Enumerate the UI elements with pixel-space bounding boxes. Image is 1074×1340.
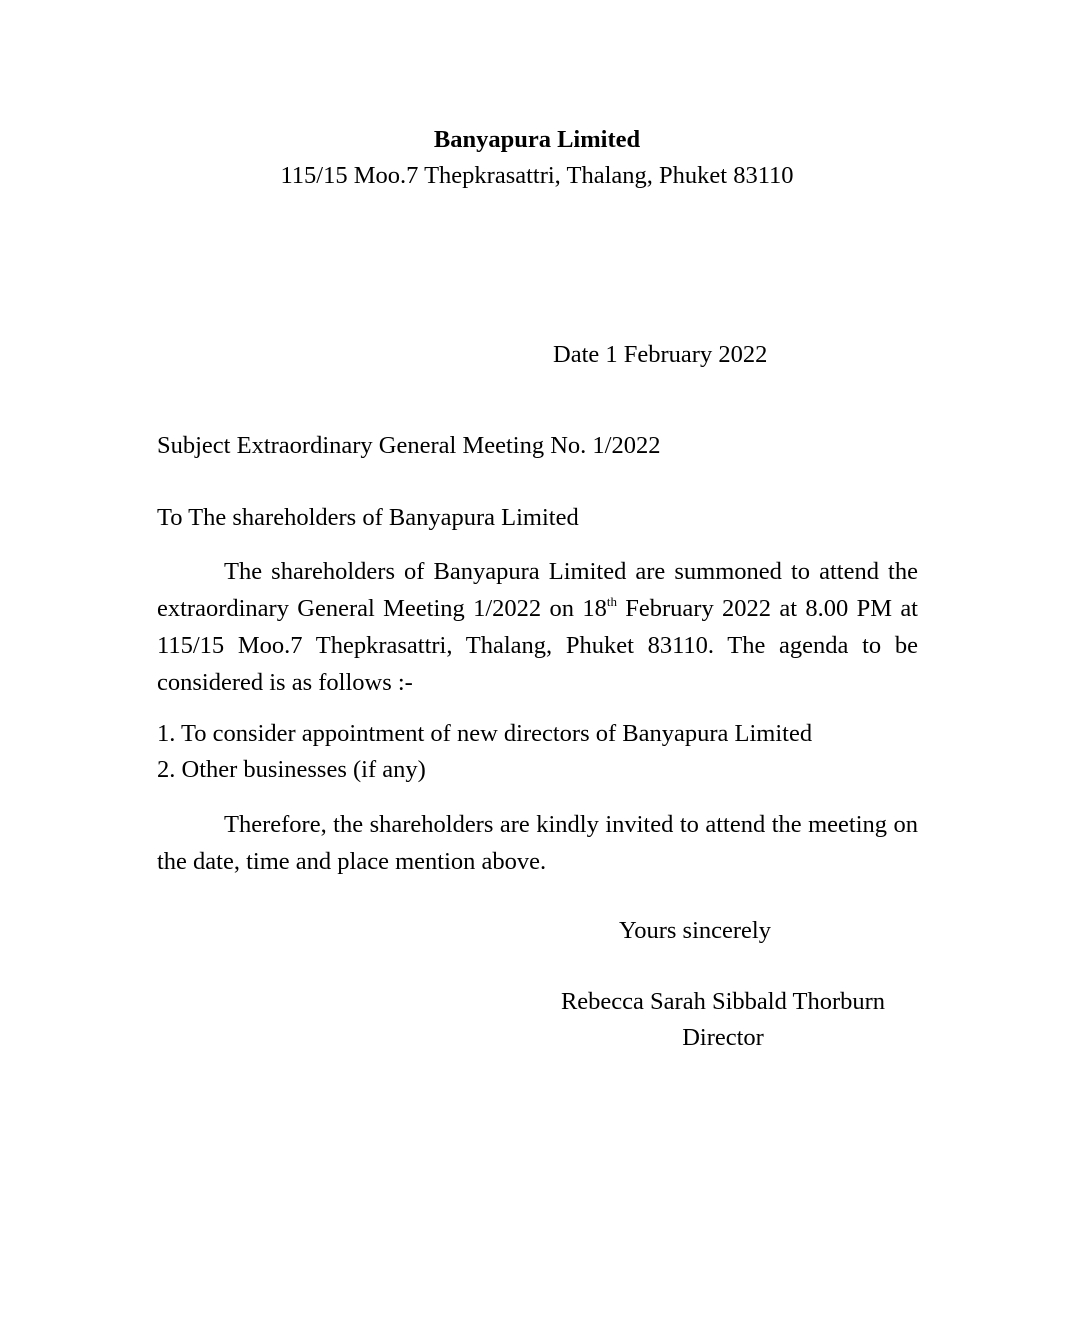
body-paragraph-invitation (157, 553, 918, 701)
signatory-name: Rebecca Sarah Sibbald Thorburn (560, 988, 886, 1015)
ordinal-suffix: th (606, 594, 617, 609)
paragraph-text-start: The shareholders of Banyapura Limited are summoned to attend the extraordinary General Meeting 1/2022 on 18 (157, 558, 918, 622)
letter-salutation: To The shareholders of Banyapura Limited (157, 504, 579, 531)
letter-subject: Subject Extraordinary General Meeting No. 1/2022 (157, 432, 661, 459)
paragraph-text: Therefore, the shareholders are kindly invited to attend the meeting on the date, time and place mention above. (157, 811, 918, 875)
letter-date: Date 1 February 2022 (553, 341, 768, 368)
body-paragraph-closing (157, 806, 918, 880)
company-address: 115/15 Moo.7 Thepkrasattri, Thalang, Phuket 83110 (280, 162, 794, 189)
complimentary-close: Yours sincerely (619, 917, 771, 944)
agenda-list (157, 716, 812, 788)
signatory-title: Director (682, 1024, 764, 1051)
signature-block (533, 984, 913, 1056)
agenda-item: 1. To consider appointment of new directors of Banyapura Limited (157, 720, 813, 747)
agenda-item: 2. Other businesses (if any) (157, 756, 426, 783)
paragraph-text-end: February 2022 at 8.00 PM at 115/15 Moo.7 Thepkrasattri, Thalang, Phuket 83110. The agenda to be considered is as follows :- (157, 595, 918, 696)
company-name: Banyapura Limited (433, 126, 641, 153)
